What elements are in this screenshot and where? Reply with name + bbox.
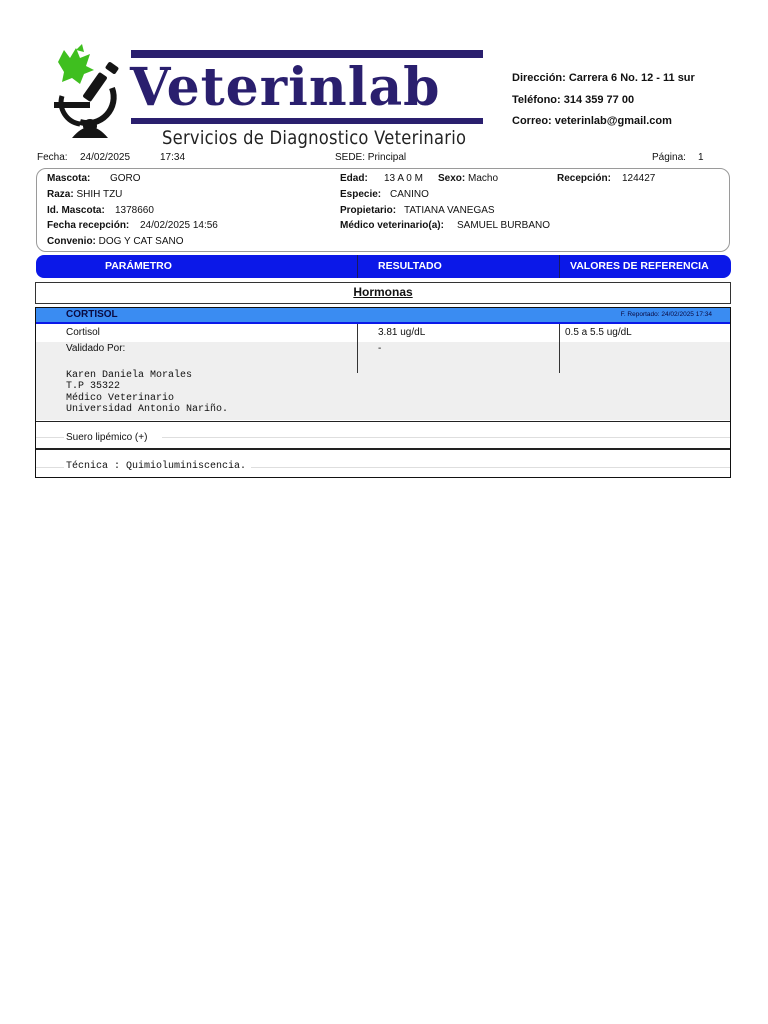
col-parametro: PARÁMETRO [105,260,172,272]
validated-by-label: Validado Por: [66,343,126,354]
recepcion-value: 124427 [622,173,656,184]
brand-bar-bottom [131,118,483,124]
header-separator [559,255,560,278]
recepcion-label: Recepción: [557,173,611,184]
propietario-value: TATIANA VANEGAS [404,205,495,216]
divider [36,421,730,422]
brand-name: Veterinlab [130,57,441,118]
raza-label: Raza: [47,189,74,200]
reported-date: F. Reportado: 24/02/2025 17:34 [620,311,712,318]
section-title: Hormonas [353,285,413,299]
microscope-logo-icon [50,44,128,140]
especie-value: CANINO [390,189,429,200]
faint-rule [162,437,730,438]
edad-value: 13 A 0 M [384,173,423,184]
contact-phone: Teléfono: 314 359 77 00 [512,94,635,106]
divider [36,448,730,450]
page-number: 1 [698,152,704,163]
report-time: 17:34 [160,152,186,163]
column-divider [559,324,560,373]
validated-by-result: - [378,343,382,354]
sexo-label: Sexo: [438,173,466,184]
result-block [35,307,731,478]
raza-value: SHIH TZU [76,189,123,200]
contact-email: Correo: veterinlab@gmail.com [512,115,672,127]
mascota-value: GORO [110,173,141,184]
reference-cortisol: 0.5 a 5.5 ug/dL [565,327,632,338]
date-label: Fecha: [37,152,68,163]
convenio-value: DOG Y CAT SANO [98,236,184,247]
propietario-label: Propietario: [340,205,397,216]
convenio-label: Convenio: [47,236,96,247]
sample-note: Suero lipémico (+) [66,432,148,443]
column-divider [357,324,358,373]
medico-value: SAMUEL BURBANO [457,220,550,231]
edad-label: Edad: [340,173,368,184]
col-resultado: RESULTADO [378,260,442,272]
faint-rule [251,467,730,468]
results-table-header [36,255,731,278]
brand-tagline: Servicios de Diagnostico Veterinario [162,127,467,149]
sede: SEDE: Principal [335,152,407,163]
result-cortisol: 3.81 ug/dL [378,327,426,338]
section-box [35,282,731,304]
contact-address: Dirección: Carrera 6 No. 12 - 11 sur [512,72,695,84]
param-cortisol: Cortisol [66,327,100,338]
header-separator [357,255,358,278]
fecha-recepcion-value: 24/02/2025 14:56 [140,220,218,231]
faint-rule [36,467,64,468]
test-header-bar [36,308,730,324]
page-label: Página: [652,152,686,163]
col-referencia: VALORES DE REFERENCIA [570,260,709,272]
medico-label: Médico veterinario(a): [340,220,444,231]
id-mascota-label: Id. Mascota: [47,205,105,216]
validator-name: Karen Daniela Morales [66,370,193,381]
id-mascota-value: 1378660 [115,205,154,216]
faint-rule [36,437,64,438]
fecha-recepcion-label: Fecha recepción: [47,220,130,231]
validator-university: Universidad Antonio Nariño. [66,404,229,415]
validator-tp: T.P 35322 [66,381,121,392]
mascota-label: Mascota: [47,173,91,184]
report-date: 24/02/2025 [80,152,131,163]
test-name: CORTISOL [66,309,118,320]
especie-label: Especie: [340,189,382,200]
sexo-value: Macho [468,173,499,184]
validator-title: Médico Veterinario [66,393,175,404]
technique: Técnica : Quimioluminiscencia. [66,461,247,472]
